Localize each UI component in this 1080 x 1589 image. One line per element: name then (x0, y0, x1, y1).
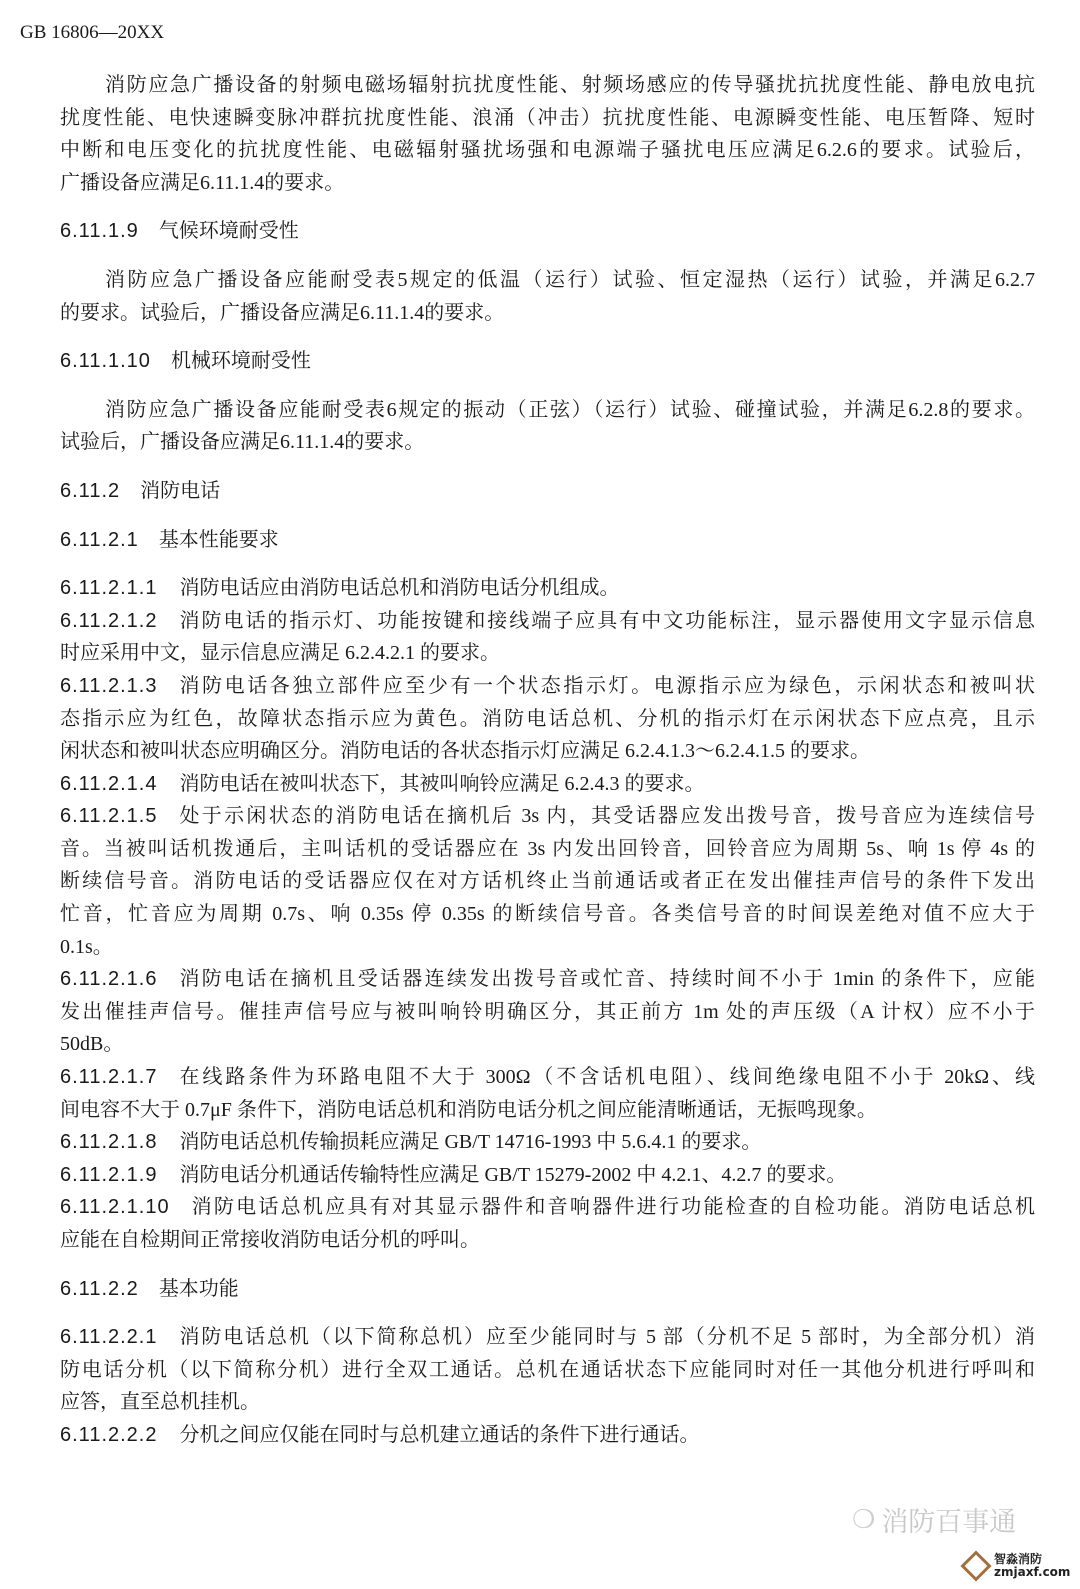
section-title: 气候环境耐受性 (158, 220, 299, 243)
clause-text: 消防电话的指示灯、功能按键和接线端子应具有中文功能标注，显示器使用文字显示信息 (179, 609, 1035, 632)
section-title: 机械环境耐受性 (170, 350, 311, 373)
clause-number: 6.11.2.2.1 (60, 1326, 158, 1349)
section-heading (60, 524, 1035, 557)
logo-name: 智淼消防 (994, 1552, 1043, 1566)
text-line (60, 572, 1035, 605)
section-title: 基本功能 (158, 1277, 239, 1300)
text-line: 防电话分机（以下简称分机）进行全双工通话。总机在通话状态下应能同时对任一其他分机进行呼叫和 (60, 1358, 1035, 1381)
text-line: 忙音，忙音应为周期 0.7s、响 0.35s 停 0.35s 的断续信号音。各类信号音的时间误差绝对值不应大于 (60, 903, 1035, 926)
clause-number: 6.11.2.1.7 (60, 1066, 158, 1089)
clause-number: 6.11.2.1.1 (60, 577, 158, 600)
clause-text: 消防电话在摘机且受话器连续发出拨号音或忙音、持续时间不小于 1min 的条件下，应能 (179, 968, 1035, 991)
text-line: 时应采用中文，显示信息应满足 6.2.4.2.1 的要求。 (60, 642, 500, 665)
paragraph (60, 264, 1035, 329)
section-number: 6.11.2.1 (60, 528, 139, 551)
clause-number: 6.11.2.1.5 (60, 805, 158, 828)
section-number: 6.11.1.10 (60, 350, 151, 373)
clause (60, 670, 1035, 768)
clause-number: 6.11.2.1.6 (60, 968, 158, 991)
clause-text: 消防电话各独立部件应至少有一个状态指示灯。电源指示应为绿色，示闲状态和被叫状 (179, 674, 1035, 697)
text-line: 应能在自检期间正常接收消防电话分机的呼叫。 (60, 1229, 480, 1251)
clause-number: 6.11.2.2.2 (60, 1423, 158, 1446)
clause (60, 605, 1035, 670)
paragraph (60, 394, 1035, 459)
clause-text: 处于示闲状态的消防电话在摘机后 3s 内，其受话器应发出拨号音，拨号音应为连续信号 (179, 805, 1035, 828)
site-logo (965, 1553, 1070, 1579)
text-line: 闲状态和被叫状态应明确区分。消防电话的各状态指示灯应满足 6.2.4.1.3～6.2.4.1.5 的要求。 (60, 740, 870, 763)
clause-number: 6.11.2.1.8 (60, 1131, 158, 1154)
text-line: 态指示应为红色，故障状态指示应为黄色。消防电话总机、分机的指示灯在示闲状态下应点亮，且示 (60, 707, 1035, 730)
clause-number: 6.11.2.1.3 (60, 674, 158, 697)
clause-text: 消防电话应由消防电话总机和消防电话分机组成。 (179, 577, 620, 600)
text-line: 音。当被叫话机拨通后，主叫话机的受话器应在 3s 内发出回铃音，回铃音应为周期 5s、响 1s 停 4s 的 (60, 837, 1035, 860)
clause (60, 1419, 1035, 1452)
clause-text: 消防电话分机通话传输特性应满足 GB/T 15279-2002 中 4.2.1、4.2.7 的要求。 (179, 1163, 847, 1186)
section-number: 6.11.1.9 (60, 220, 139, 243)
section-number: 6.11.2.2 (60, 1277, 139, 1300)
text-line (60, 768, 1035, 801)
page-header: GB 16806—20XX (20, 22, 165, 43)
section-title: 基本性能要求 (158, 528, 279, 551)
text-line: 发出催挂声信号。催挂声信号应与被叫响铃明确区分，其正前方 1m 处的声压级（A 计权）应不小于 (60, 1000, 1035, 1023)
clause-text: 分机之间应仅能在同时与总机建立通话的条件下进行通话。 (179, 1423, 700, 1446)
text-line: 0.1s。 (60, 935, 113, 958)
section-heading (60, 215, 1035, 248)
text-line (60, 1191, 1035, 1224)
clause-number: 6.11.2.1.9 (60, 1163, 158, 1186)
text-line: 断续信号音。消防电话的受话器应仅在对方话机终止当前通话或者正在发出催挂声信号的条件下发出 (60, 870, 1035, 893)
text-line (60, 963, 1035, 996)
clause-number: 6.11.2.1.2 (60, 609, 158, 632)
logo-url: zmjaxf.com (994, 1565, 1071, 1579)
clause (60, 1321, 1035, 1419)
text-line: 扰度性能、电快速瞬变脉冲群抗扰度性能、浪涌（冲击）抗扰度性能、电源瞬变性能、电压暂降、短时 (60, 106, 1035, 129)
text-line: 间电容不大于 0.7μF 条件下，消防电话总机和消防电话分机之间应能清晰通话，无振鸣现象。 (60, 1098, 877, 1121)
clause-text: 在线路条件为环路电阻不大于 300Ω（不含话机电阻）、线间绝缘电阻不小于 20kΩ、线 (179, 1066, 1035, 1089)
section-title: 消防电话 (140, 479, 221, 502)
clause (60, 800, 1035, 963)
text-line (60, 1419, 1035, 1452)
clause (60, 1126, 1035, 1159)
text-line: 消防应急广播设备应能耐受表5规定的低温（运行）试验、恒定湿热（运行）试验，并满足6.2.7 (105, 268, 1035, 291)
watermark (852, 1500, 1016, 1539)
document-body (60, 69, 1035, 1452)
clause (60, 1061, 1035, 1126)
text-line (60, 670, 1035, 703)
text-line (60, 1126, 1035, 1159)
wechat-icon: ❍ (852, 1504, 876, 1535)
text-line: 50dB。 (60, 1033, 124, 1056)
text-line: 广播设备应满足6.11.1.4的要求。 (60, 171, 345, 194)
logo-mark-icon (960, 1550, 991, 1581)
text-line: 试验后，广播设备应满足6.11.1.4的要求。 (60, 431, 425, 454)
clause (60, 768, 1035, 801)
clause (60, 1159, 1035, 1192)
clause-text: 消防电话总机传输损耗应满足 GB/T 14716-1993 中 5.6.4.1 的要求。 (179, 1131, 762, 1154)
watermark-text: 消防百事通 (881, 1507, 1017, 1538)
clause-text: 消防电话总机（以下简称总机）应至少能同时与 5 部（分机不足 5 部时，为全部分机）消 (179, 1326, 1035, 1349)
paragraph (60, 69, 1035, 199)
text-line (60, 800, 1035, 833)
section-heading (60, 1273, 1035, 1306)
text-line: 中断和电压变化的抗扰度性能、电磁辐射骚扰场强和电源端子骚扰电压应满足6.2.6的要求。试验后， (60, 139, 1035, 162)
section-number: 6.11.2 (60, 479, 121, 502)
clause-text: 消防电话在被叫状态下，其被叫响铃应满足 6.2.4.3 的要求。 (179, 772, 705, 795)
section-heading (60, 475, 1035, 508)
text-line (60, 605, 1035, 638)
clause (60, 572, 1035, 605)
text-line: 的要求。试验后，广播设备应满足6.11.1.4的要求。 (60, 301, 505, 324)
text-line (60, 1321, 1035, 1354)
text-line: 消防应急广播设备应能耐受表6规定的振动（正弦）（运行）试验、碰撞试验，并满足6.2.8的要求。 (105, 398, 1035, 421)
text-line: 消防应急广播设备的射频电磁场辐射抗扰度性能、射频场感应的传导骚扰抗扰度性能、静电放电抗 (105, 74, 1035, 96)
section-heading (60, 345, 1035, 378)
text-line (60, 1159, 1035, 1192)
clause (60, 1191, 1035, 1256)
clause-number: 6.11.2.1.4 (60, 772, 158, 795)
clause-text: 消防电话总机应具有对其显示器件和音响器件进行功能检查的自检功能。消防电话总机 (191, 1196, 1035, 1219)
text-line: 应答，直至总机挂机。 (60, 1391, 260, 1414)
clause (60, 963, 1035, 1061)
clause-number: 6.11.2.1.10 (60, 1196, 170, 1219)
text-line (60, 1061, 1035, 1094)
